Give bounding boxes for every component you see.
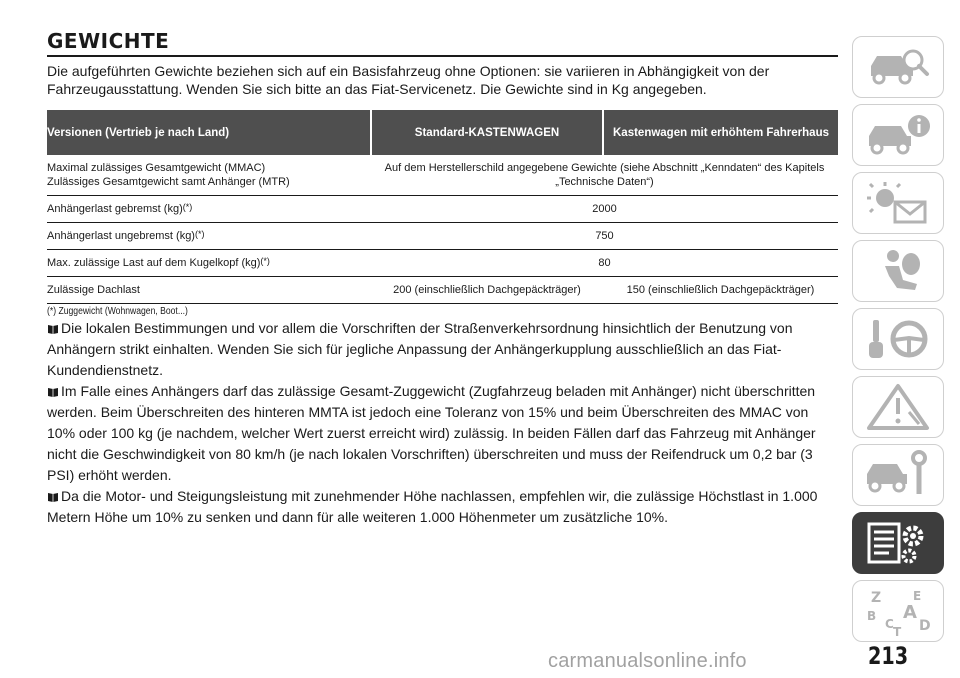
index-letter: D xyxy=(919,618,931,634)
book-icon xyxy=(47,492,59,502)
tab-emergency[interactable] xyxy=(852,376,944,438)
header-standard-van: Standard-KASTENWAGEN xyxy=(371,110,603,155)
row-label-text: Anhängerlast ungebremst (kg) xyxy=(47,230,195,242)
footnote-marker: (*) xyxy=(260,256,270,266)
tab-vehicle-info[interactable] xyxy=(852,104,944,166)
table-header-row xyxy=(47,110,838,155)
key-steering-wheel-icon xyxy=(863,314,933,364)
index-letter: A xyxy=(903,602,917,623)
airbag-passenger-icon xyxy=(863,246,933,296)
row-label xyxy=(47,196,371,223)
row-value-raised: 150 (einschließlich Dachgepäckträger) xyxy=(603,277,838,304)
chapter-tabs xyxy=(852,36,944,648)
warning-triangle-road-icon xyxy=(863,382,933,432)
note-paragraph xyxy=(47,486,838,528)
tab-maintenance[interactable] xyxy=(852,444,944,506)
footnote-marker: (*) xyxy=(194,229,205,239)
row-value: Auf dem Herstellerschild angegebene Gewichte (siehe Abschnitt „Kenndaten“ des Kapitels „Technische Daten“) xyxy=(371,155,838,196)
row-label-text: Max. zulässige Last auf dem Kugelkopf (kg) xyxy=(47,257,261,269)
index-letter: E xyxy=(913,589,922,603)
tab-safety[interactable] xyxy=(852,240,944,302)
warning-light-envelope-icon xyxy=(863,178,933,228)
row-label-text: Anhängerlast gebremst (kg) xyxy=(47,203,183,215)
table-row xyxy=(47,250,838,277)
book-icon xyxy=(47,387,59,397)
row-label-line: Maximal zulässiges Gesamtgewicht (MMAC) xyxy=(47,162,266,174)
technical-data-gears-icon xyxy=(863,518,933,568)
tab-warning-lights[interactable] xyxy=(852,172,944,234)
index-letter: T xyxy=(893,625,902,636)
watermark: carmanualsonline.info xyxy=(548,650,747,672)
header-raised-roof-van: Kastenwagen mit erhöhtem Fahrerhaus xyxy=(603,110,838,155)
table-row xyxy=(47,155,838,196)
table-row xyxy=(47,223,838,250)
row-label-line: Zulässiges Gesamtgewicht samt Anhänger (MTR) xyxy=(47,176,290,188)
row-label xyxy=(47,155,371,196)
tab-index[interactable] xyxy=(852,580,944,642)
row-label xyxy=(47,223,371,250)
alphabetical-index-icon xyxy=(863,586,933,636)
page-number: 213 xyxy=(868,642,909,670)
index-letter: C xyxy=(885,617,894,631)
table-footnote: (*) Zuggewicht (Wohnwagen, Boot...) xyxy=(47,306,188,317)
tab-technical-data[interactable] xyxy=(852,512,944,574)
note-text: Die lokalen Bestimmungen und vor allem die Vorschriften der Straßenverkehrsordnung hinsichtlich der Benutzung von Anhängern strikt einhalten. Wenden Sie sich für jegliche Anpassung der Anhängerkupplung ausschließlich an das Fiat-Kundendienstnetz. xyxy=(47,320,793,378)
note-paragraph xyxy=(47,381,838,486)
car-wrench-icon xyxy=(863,450,933,500)
page-content xyxy=(47,30,838,528)
header-versions: Versionen (Vertrieb je nach Land) xyxy=(47,110,371,155)
note-text: Im Falle eines Anhängers darf das zulässige Gesamt-Zuggewicht (Zugfahrzeug beladen mit Anhänger) nicht überschritten werden. Beim Überschreiten des hinteren MMTA ist jedoch eine Toleranz von 15% und beim Überschreiten des MMAC von 10% oder 100 kg (je nachdem, welcher Wert zuerst erreicht wird) zulässig. In beiden Fällen darf das Fahrzeug mit Anhänger nicht die Geschwindigkeit von 80 km/h (je nach lokalen Vorschriften) überschreiten und muss der Reifendruck um 0,2 bar (3 PSI) erhöht werden. xyxy=(47,383,816,483)
note-text: Da die Motor- und Steigungsleistung mit zunehmender Höhe nachlassen, empfehlen wir, die zulässige Höchstlast in 1.000 Metern Höhe um 10% zu senken und dann für alle weiteren 1.000 Höhenmeter um zusätzliche 10%. xyxy=(47,488,818,525)
row-value: 2000 xyxy=(371,196,838,223)
tab-starting-driving[interactable] xyxy=(852,308,944,370)
tab-vehicle-knowledge[interactable] xyxy=(852,36,944,98)
note-paragraph xyxy=(47,318,838,381)
row-label: Zulässige Dachlast xyxy=(47,277,371,304)
row-label xyxy=(47,250,371,277)
car-search-icon xyxy=(863,42,933,92)
row-value-standard: 200 (einschließlich Dachgepäckträger) xyxy=(371,277,603,304)
weights-table xyxy=(47,110,838,304)
book-icon xyxy=(47,324,59,334)
car-info-icon xyxy=(863,110,933,160)
footnote-marker: (*) xyxy=(182,202,193,212)
index-letter: B xyxy=(867,609,877,623)
intro-paragraph: Die aufgeführten Gewichte beziehen sich auf ein Basisfahrzeug ohne Optionen: sie variieren in Abhängigkeit von der Fahrzeugausstattung. Wenden Sie sich bitte an das Fiat-Servicenetz. Die Gewichte sind in Kg angegeben. xyxy=(47,63,770,97)
table-row xyxy=(47,196,838,223)
table-row xyxy=(47,277,838,304)
row-value: 750 xyxy=(371,223,838,250)
section-title: GEWICHTE xyxy=(47,30,838,57)
row-value: 80 xyxy=(371,250,838,277)
index-letter: Z xyxy=(871,590,882,606)
